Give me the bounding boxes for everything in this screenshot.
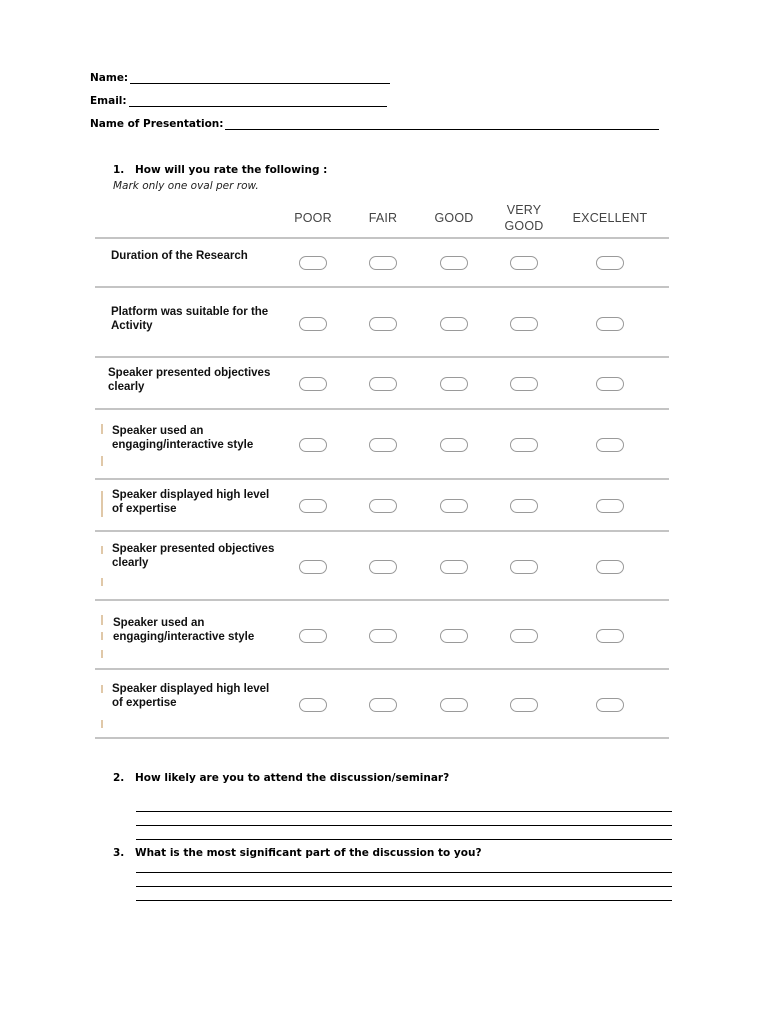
margin-mark — [101, 650, 103, 658]
row-label: Duration of the Research — [111, 250, 248, 262]
rating-oval-poor[interactable] — [299, 438, 327, 452]
question-3-title — [113, 847, 482, 859]
rating-oval-good[interactable] — [440, 698, 468, 712]
rating-oval-excellent[interactable] — [596, 560, 624, 574]
rating-oval-very-good[interactable] — [510, 256, 538, 270]
email-label: Email: — [90, 95, 127, 107]
rating-oval-fair[interactable] — [369, 256, 397, 270]
column-header-poor: POOR — [294, 211, 332, 225]
rating-oval-good[interactable] — [440, 438, 468, 452]
question-3-text: What is the most significant part of the discussion to you? — [135, 847, 482, 859]
rating-oval-excellent[interactable] — [596, 438, 624, 452]
row-label: Speaker displayed high level of expertise — [112, 683, 270, 709]
rating-oval-fair[interactable] — [369, 499, 397, 513]
answer-line[interactable] — [136, 872, 672, 873]
row-label: Speaker used an engaging/interactive style — [112, 425, 254, 451]
question-2-text: How likely are you to attend the discussion/seminar? — [135, 772, 450, 784]
rating-oval-excellent[interactable] — [596, 317, 624, 331]
margin-mark — [101, 546, 103, 554]
rating-oval-fair[interactable] — [369, 698, 397, 712]
question-1-number: 1. — [113, 164, 125, 176]
rating-oval-poor[interactable] — [299, 256, 327, 270]
rating-oval-very-good[interactable] — [510, 317, 538, 331]
column-header-excellent: EXCELLENT — [572, 211, 648, 225]
row-divider — [95, 286, 669, 288]
row-divider — [95, 478, 669, 480]
margin-mark — [101, 456, 103, 466]
rating-oval-excellent[interactable] — [596, 629, 624, 643]
answer-line[interactable] — [136, 886, 672, 887]
answer-line[interactable] — [136, 811, 672, 812]
rating-oval-good[interactable] — [440, 560, 468, 574]
column-header-good: GOOD — [434, 211, 474, 225]
rating-oval-good[interactable] — [440, 377, 468, 391]
email-blank[interactable] — [129, 95, 387, 107]
column-header-fair: FAIR — [368, 211, 398, 225]
rating-oval-excellent[interactable] — [596, 377, 624, 391]
rating-oval-very-good[interactable] — [510, 377, 538, 391]
row-label: Speaker presented objectives clearly — [112, 543, 275, 569]
rating-oval-poor[interactable] — [299, 560, 327, 574]
margin-mark — [101, 615, 103, 625]
row-divider — [95, 237, 669, 239]
column-header-very-good: VERY GOOD — [504, 203, 544, 233]
rating-oval-good[interactable] — [440, 317, 468, 331]
row-label: Speaker presented objectives clearly — [108, 367, 271, 393]
row-divider — [95, 599, 669, 601]
row-label: Speaker used an engaging/interactive style — [113, 617, 255, 643]
row-divider — [95, 737, 669, 739]
margin-mark — [101, 491, 103, 517]
rating-oval-excellent[interactable] — [596, 698, 624, 712]
rating-oval-fair[interactable] — [369, 560, 397, 574]
margin-mark — [101, 685, 103, 693]
row-divider — [95, 356, 669, 358]
question-1-instruction: Mark only one oval per row. — [113, 180, 259, 192]
rating-oval-excellent[interactable] — [596, 499, 624, 513]
rating-oval-poor[interactable] — [299, 377, 327, 391]
row-divider — [95, 530, 669, 532]
row-label: Platform was suitable for the Activity — [111, 306, 269, 332]
rating-oval-poor[interactable] — [299, 317, 327, 331]
rating-oval-fair[interactable] — [369, 317, 397, 331]
presentation-field[interactable] — [90, 118, 659, 130]
rating-oval-very-good[interactable] — [510, 560, 538, 574]
name-blank[interactable] — [130, 72, 390, 84]
margin-mark — [101, 578, 103, 586]
row-divider — [95, 408, 669, 410]
margin-mark — [101, 424, 103, 434]
presentation-label: Name of Presentation: — [90, 118, 224, 130]
rating-oval-poor[interactable] — [299, 629, 327, 643]
question-1-title — [113, 164, 327, 176]
answer-line[interactable] — [136, 825, 672, 826]
rating-oval-very-good[interactable] — [510, 438, 538, 452]
rating-oval-good[interactable] — [440, 499, 468, 513]
name-label: Name: — [90, 72, 129, 84]
rating-oval-very-good[interactable] — [510, 698, 538, 712]
rating-oval-poor[interactable] — [299, 698, 327, 712]
rating-oval-good[interactable] — [440, 629, 468, 643]
answer-line[interactable] — [136, 839, 672, 840]
rating-oval-poor[interactable] — [299, 499, 327, 513]
presentation-blank[interactable] — [225, 118, 659, 130]
email-field[interactable] — [90, 95, 387, 107]
question-2-title — [113, 772, 449, 784]
margin-mark — [101, 632, 103, 640]
rating-oval-very-good[interactable] — [510, 629, 538, 643]
rating-oval-fair[interactable] — [369, 377, 397, 391]
question-1-text: How will you rate the following : — [135, 164, 328, 176]
answer-line[interactable] — [136, 900, 672, 901]
rating-oval-fair[interactable] — [369, 629, 397, 643]
rating-oval-good[interactable] — [440, 256, 468, 270]
name-field[interactable] — [90, 72, 390, 84]
question-3-number: 3. — [113, 847, 125, 859]
margin-mark — [101, 720, 103, 728]
row-label: Speaker displayed high level of expertise — [112, 489, 270, 515]
rating-oval-very-good[interactable] — [510, 499, 538, 513]
question-2-number: 2. — [113, 772, 125, 784]
rating-oval-excellent[interactable] — [596, 256, 624, 270]
row-divider — [95, 668, 669, 670]
rating-oval-fair[interactable] — [369, 438, 397, 452]
